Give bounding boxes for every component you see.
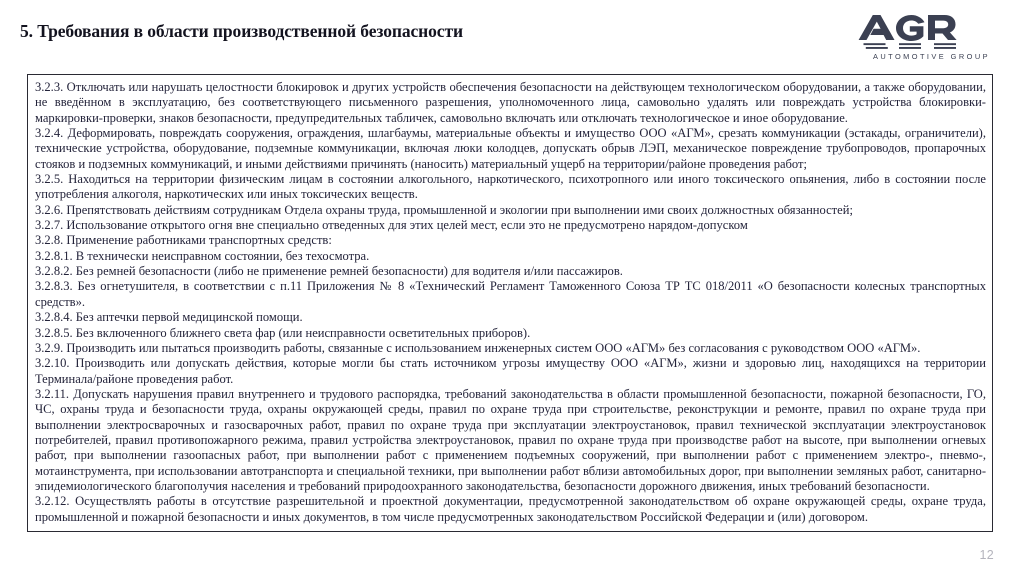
agr-logo-icon <box>858 13 1002 51</box>
paragraph: 3.2.5. Находиться на территории физическим лицам в состоянии алкогольного, наркотического, психотропного или иного токсического опьянения, либо в состоянии после употребления алкоголя, наркотических или иных токсических веществ. <box>35 172 986 202</box>
paragraph: 3.2.11. Допускать нарушения правил внутреннего и трудового распорядка, требований законодательства в области промышленной безопасности, пожарной безопасности, ГО, ЧС, охраны труда и безопасности труда, охраны окружающей среды, правил по охране труда при строительстве, реконструкции и ремонте, правил по охране труда при выполнении электросварочных и газосварочных работ, правил по охране труда при эксплуатации электроустановок, правил технической эксплуатации электроустановок потребителей, правил противопожарного режима, правил устройства электроустановок, правил по охране труда при производстве работ на высоте, при выполнении огневых работ, при выполнении газоопасных работ, при выполнении работ с применением подъемных сооружений, при выполнении работ с применением электро-, пневмо-, мотаинструмента, при использовании автотранспорта и специальной техники, при выполнении работ вблизи автомобильных дорог, при выполнении земляных работ, санитарно-эпидемиологического благополучия населения и требований природоохранного законодательства, безопасности дорожного движения, иных требований безопасности. <box>35 386 986 493</box>
paragraph: 3.2.4. Деформировать, повреждать сооружения, ограждения, шлагбаумы, материальные объекты и имущество ООО «АГМ», срезать коммуникации (эстакады, ограничители), технические устройства, оборудование, подземные коммуникации, включая люки колодцев, допускать обрыв ЛЭП, механическое повреждение трубопроводов, пропарочных стояков и подземных коммуникаций, и иными действиями причинять (наносить) материальный ущерб на территории/районе проведения работ; <box>35 126 986 171</box>
page-number: 12 <box>979 548 994 562</box>
logo-subtitle: AUTOMOTIVE GROUP <box>872 52 991 61</box>
paragraph: 3.2.8.2. Без ремней безопасности (либо не применение ремней безопасности) для водителя и/или пассажиров. <box>35 264 623 279</box>
paragraph: 3.2.9. Производить или пытаться производить работы, связанные с использованием инженерных систем ООО «АГМ» без согласования с руководством ООО «АГМ». <box>35 340 921 355</box>
paragraph: 3.2.8.1. В технически неисправном состоянии, без техосмотра. <box>35 248 370 263</box>
paragraph: 3.2.6. Препятствовать действиям сотрудникам Отдела охраны труда, промышленной и экологии при выполнении ими своих должностных обязанностей; <box>35 202 853 217</box>
paragraph: 3.2.8.4. Без аптечки первой медицинской помощи. <box>35 310 303 325</box>
paragraph: 3.2.7. Использование открытого огня вне специально отведенных для этих целей мест, если это не предусмотрено нарядом-допуском <box>35 218 748 233</box>
agr-logo <box>858 13 1002 61</box>
document-body <box>35 80 986 525</box>
paragraph: 3.2.8.5. Без включенного ближнего света фар (или неисправности осветительных приборов). <box>35 325 531 340</box>
paragraph: 3.2.8.3. Без огнетушителя, в соответствии с п.11 Приложения № 8 «Технический Регламент Таможенного Союза ТР ТС 018/2011 «О безопасности колесных транспортных средств». <box>35 279 986 309</box>
paragraph: 3.2.10. Производить или допускать действия, которые могли бы стать источником угрозы имуществу ООО «АГМ», жизни и здоровью лиц, находящихся на территории Терминала/районе проведения работ. <box>35 356 986 386</box>
slide-header <box>0 0 1024 66</box>
paragraph: 3.2.8. Применение работниками транспортных средств: <box>35 233 332 248</box>
page-title: 5. Требования в области производственной безопасности <box>20 21 463 41</box>
paragraph: 3.2.3. Отключать или нарушать целостности блокировок и других устройств обеспечения безопасности на действующем технологическом оборудовании, а также оборудовании, не введённом в эксплуатацию, без соответствующего письменного разрешения, уполномоченного лица, самовольно удалять или повреждать устройства блокировки-маркировки-проверки, знаков безопасности, предупредительных табличек, самовольно включать или отключать технологическое и иное оборудование. <box>35 80 986 125</box>
paragraph: 3.2.12. Осуществлять работы в отсутствие разрешительной и проектной документации, предусмотренной законодательством об охране окружающей среды, охране труда, промышленной и пожарной безопасности и иных документов, в том числе предусмотренных законодательством Российской Федерации и (или) договором. <box>35 494 986 524</box>
body-text-frame <box>27 74 993 532</box>
